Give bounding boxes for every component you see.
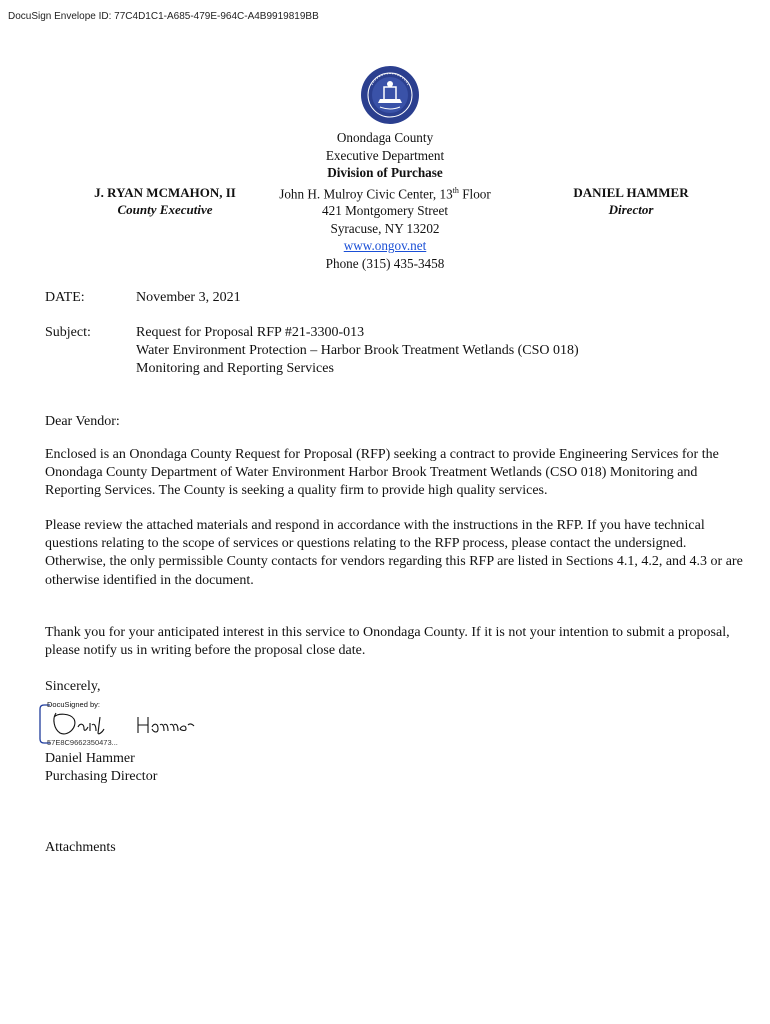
docusigned-by-label: DocuSigned by: (47, 700, 100, 709)
docusign-code: 57E8C9662350473... (47, 738, 118, 747)
county-name: Onondaga County (336, 130, 434, 145)
county-executive-name: J. RYAN MCMAHON, II (94, 185, 236, 200)
director-block (546, 184, 716, 218)
subject-line-3: Monitoring and Reporting Services (136, 361, 334, 376)
director-name: DANIEL HAMMER (573, 185, 689, 200)
date-value: November 3, 2021 (136, 290, 241, 305)
paragraph-1: Enclosed is an Onondaga County Request for Proposal (RFP) seeking a contract to provide Engineering Services for the Onondaga County Department of Water Environment Harbor Brook Treatment Wetlands (CSO 018) Monitoring and Reporting Services. The County is seeking a quality firm to provide high quality services. (45, 447, 719, 499)
date-label: DATE: (45, 290, 85, 305)
paragraph-2: Please review the attached materials and respond in accordance with the instructions in the RFP. If you have technical questions relating to the scope of services or questions relating to the RFP process, please contact the undersigned. Otherwise, the only permissible County contacts for vendors regarding this RFP are listed in Sections 4.1, 4.2, and 4.3 or are otherwise identified in the document. (45, 518, 743, 588)
address-line-2: 421 Montgomery Street (322, 203, 448, 219)
county-address-block (270, 129, 500, 272)
county-seal-logo (360, 65, 420, 125)
signer-name: Daniel Hammer (45, 751, 135, 766)
attachments-label: Attachments (45, 840, 116, 855)
director-title: Director (608, 202, 654, 217)
website-link[interactable]: www.ongov.net (343, 238, 427, 254)
closing: Sincerely, (45, 679, 101, 694)
county-executive-block (70, 184, 260, 218)
salutation: Dear Vendor: (45, 414, 120, 429)
subject-line-2: Water Environment Protection – Harbor Brook Treatment Wetlands (CSO 018) (136, 343, 579, 358)
subject-lines (136, 324, 736, 378)
docusign-signature-block (38, 700, 208, 747)
handwritten-signature (48, 709, 218, 739)
docusign-envelope-id: DocuSign Envelope ID: 77C4D1C1-A685-479E-964C-A4B9919819BB (8, 11, 319, 22)
subject-line-1: Request for Proposal RFP #21-3300-013 (136, 325, 365, 340)
county-executive-title: County Executive (117, 202, 213, 217)
address-line-1: John H. Mulroy Civic Center, 13th Floor (279, 185, 491, 201)
division-name: Division of Purchase (327, 165, 443, 180)
address-line-3: Syracuse, NY 13202 (330, 220, 440, 236)
department-name: Executive Department (325, 147, 445, 163)
signer-title: Purchasing Director (45, 769, 158, 784)
phone-number: Phone (315) 435-3458 (325, 255, 445, 271)
paragraph-3: Thank you for your anticipated interest in this service to Onondaga County. If it is not your intention to submit a proposal, please notify us in writing before the proposal close date. (45, 625, 730, 659)
signature-text: Daniel Hammer (48, 709, 55, 710)
subject-label: Subject: (45, 325, 91, 340)
